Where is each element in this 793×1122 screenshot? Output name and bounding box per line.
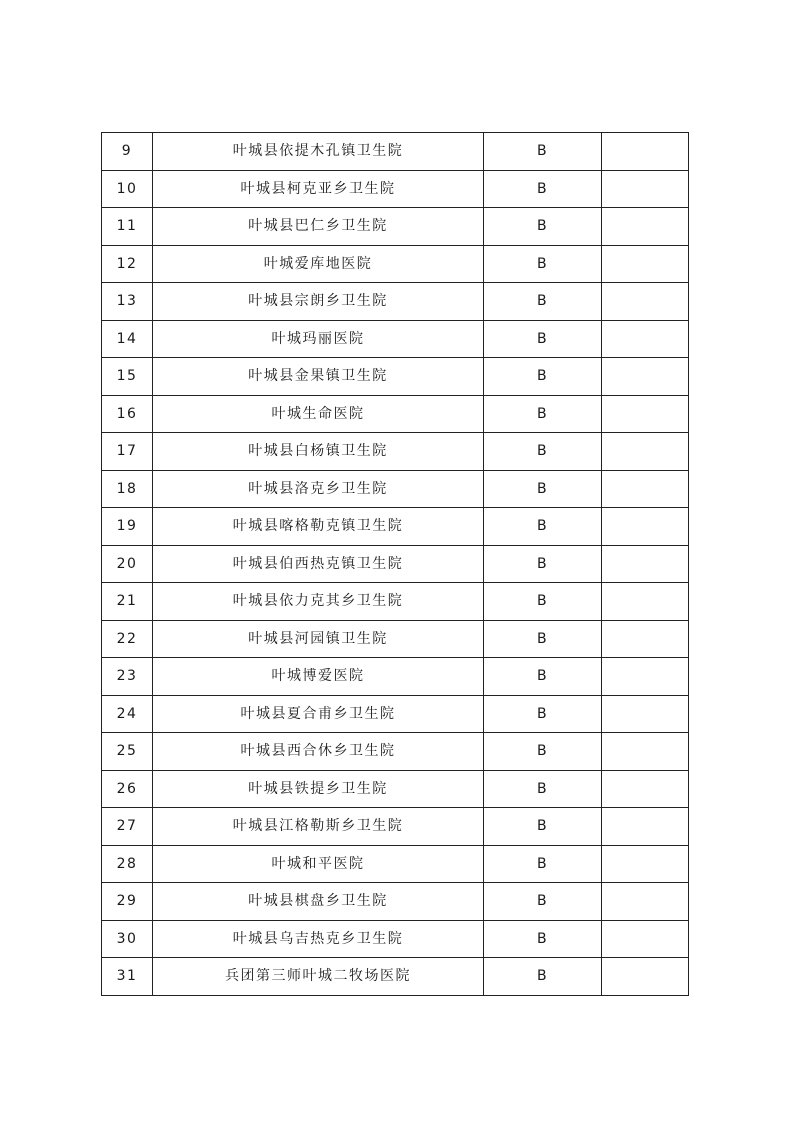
table-row xyxy=(102,808,689,846)
table-row xyxy=(102,470,689,508)
note-cell xyxy=(602,845,689,883)
note-cell xyxy=(602,620,689,658)
hospital-name-cell: 叶城县棋盘乡卫生院 xyxy=(153,883,484,921)
note-cell xyxy=(602,883,689,921)
row-number-cell: 11 xyxy=(102,208,153,246)
hospital-name-cell: 叶城县西合休乡卫生院 xyxy=(153,733,484,771)
grade-cell: B xyxy=(484,733,602,771)
note-cell xyxy=(602,920,689,958)
note-cell xyxy=(602,395,689,433)
table-row xyxy=(102,883,689,921)
grade-cell: B xyxy=(484,545,602,583)
note-cell xyxy=(602,170,689,208)
hospital-name-cell: 叶城县乌吉热克乡卫生院 xyxy=(153,920,484,958)
row-number-cell: 10 xyxy=(102,170,153,208)
row-number-cell: 17 xyxy=(102,433,153,471)
grade-cell: B xyxy=(484,470,602,508)
row-number-cell: 13 xyxy=(102,283,153,321)
row-number-cell: 21 xyxy=(102,583,153,621)
row-number-cell: 20 xyxy=(102,545,153,583)
row-number-cell: 14 xyxy=(102,320,153,358)
table-row xyxy=(102,583,689,621)
note-cell xyxy=(602,583,689,621)
row-number-cell: 15 xyxy=(102,358,153,396)
table-row xyxy=(102,770,689,808)
note-cell xyxy=(602,283,689,321)
row-number-cell: 30 xyxy=(102,920,153,958)
grade-cell: B xyxy=(484,620,602,658)
table-row xyxy=(102,845,689,883)
table-row xyxy=(102,320,689,358)
note-cell xyxy=(602,245,689,283)
hospital-name-cell: 叶城玛丽医院 xyxy=(153,320,484,358)
hospital-grade-table xyxy=(101,132,689,996)
hospital-name-cell: 叶城爱库地医院 xyxy=(153,245,484,283)
table-row xyxy=(102,170,689,208)
table-row xyxy=(102,433,689,471)
row-number-cell: 18 xyxy=(102,470,153,508)
grade-cell: B xyxy=(484,245,602,283)
hospital-name-cell: 叶城县宗朗乡卫生院 xyxy=(153,283,484,321)
hospital-name-cell: 叶城县依力克其乡卫生院 xyxy=(153,583,484,621)
row-number-cell: 9 xyxy=(102,133,153,171)
hospital-name-cell: 兵团第三师叶城二牧场医院 xyxy=(153,958,484,996)
row-number-cell: 19 xyxy=(102,508,153,546)
hospital-name-cell: 叶城县喀格勒克镇卫生院 xyxy=(153,508,484,546)
note-cell xyxy=(602,545,689,583)
note-cell xyxy=(602,695,689,733)
row-number-cell: 28 xyxy=(102,845,153,883)
table-row xyxy=(102,133,689,171)
hospital-name-cell: 叶城县江格勒斯乡卫生院 xyxy=(153,808,484,846)
grade-cell: B xyxy=(484,658,602,696)
table-row xyxy=(102,395,689,433)
grade-cell: B xyxy=(484,433,602,471)
grade-cell: B xyxy=(484,283,602,321)
row-number-cell: 26 xyxy=(102,770,153,808)
row-number-cell: 27 xyxy=(102,808,153,846)
grade-cell: B xyxy=(484,695,602,733)
grade-cell: B xyxy=(484,883,602,921)
table-row xyxy=(102,733,689,771)
hospital-name-cell: 叶城县河园镇卫生院 xyxy=(153,620,484,658)
hospital-name-cell: 叶城县巴仁乡卫生院 xyxy=(153,208,484,246)
hospital-name-cell: 叶城县金果镇卫生院 xyxy=(153,358,484,396)
hospital-name-cell: 叶城县洛克乡卫生院 xyxy=(153,470,484,508)
row-number-cell: 25 xyxy=(102,733,153,771)
table-row xyxy=(102,920,689,958)
grade-cell: B xyxy=(484,208,602,246)
hospital-name-cell: 叶城县伯西热克镇卫生院 xyxy=(153,545,484,583)
row-number-cell: 23 xyxy=(102,658,153,696)
table-row xyxy=(102,508,689,546)
table-row xyxy=(102,208,689,246)
table-body xyxy=(102,133,689,996)
note-cell xyxy=(602,658,689,696)
grade-cell: B xyxy=(484,358,602,396)
hospital-name-cell: 叶城博爱医院 xyxy=(153,658,484,696)
grade-cell: B xyxy=(484,845,602,883)
row-number-cell: 16 xyxy=(102,395,153,433)
grade-cell: B xyxy=(484,508,602,546)
note-cell xyxy=(602,958,689,996)
hospital-name-cell: 叶城县依提木孔镇卫生院 xyxy=(153,133,484,171)
grade-cell: B xyxy=(484,320,602,358)
row-number-cell: 12 xyxy=(102,245,153,283)
table-row xyxy=(102,358,689,396)
note-cell xyxy=(602,733,689,771)
table-row xyxy=(102,620,689,658)
grade-cell: B xyxy=(484,770,602,808)
note-cell xyxy=(602,470,689,508)
row-number-cell: 22 xyxy=(102,620,153,658)
row-number-cell: 31 xyxy=(102,958,153,996)
hospital-name-cell: 叶城县白杨镇卫生院 xyxy=(153,433,484,471)
hospital-name-cell: 叶城县夏合甫乡卫生院 xyxy=(153,695,484,733)
note-cell xyxy=(602,208,689,246)
table-row xyxy=(102,695,689,733)
grade-cell: B xyxy=(484,170,602,208)
grade-cell: B xyxy=(484,395,602,433)
hospital-name-cell: 叶城县铁提乡卫生院 xyxy=(153,770,484,808)
row-number-cell: 24 xyxy=(102,695,153,733)
grade-cell: B xyxy=(484,920,602,958)
hospital-name-cell: 叶城县柯克亚乡卫生院 xyxy=(153,170,484,208)
table-row xyxy=(102,658,689,696)
note-cell xyxy=(602,433,689,471)
table-row xyxy=(102,958,689,996)
note-cell xyxy=(602,770,689,808)
note-cell xyxy=(602,358,689,396)
table-row xyxy=(102,245,689,283)
grade-cell: B xyxy=(484,583,602,621)
row-number-cell: 29 xyxy=(102,883,153,921)
note-cell xyxy=(602,320,689,358)
note-cell xyxy=(602,508,689,546)
hospital-name-cell: 叶城和平医院 xyxy=(153,845,484,883)
grade-cell: B xyxy=(484,133,602,171)
hospital-name-cell: 叶城生命医院 xyxy=(153,395,484,433)
table-row xyxy=(102,545,689,583)
note-cell xyxy=(602,133,689,171)
table-row xyxy=(102,283,689,321)
grade-cell: B xyxy=(484,808,602,846)
note-cell xyxy=(602,808,689,846)
grade-cell: B xyxy=(484,958,602,996)
